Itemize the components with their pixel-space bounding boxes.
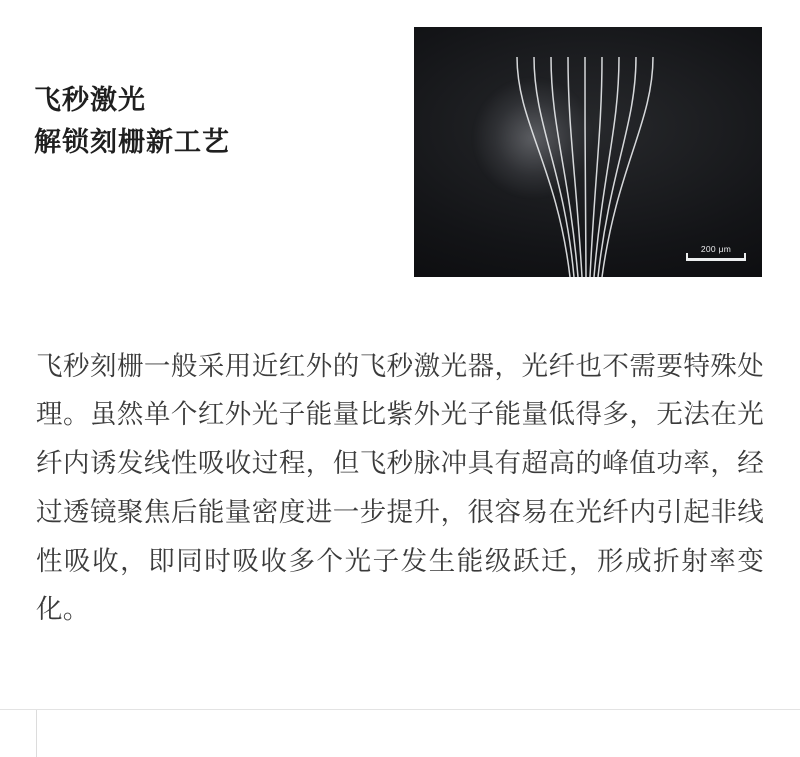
title-line-2: 解锁刻栅新工艺 — [34, 126, 230, 157]
header-section — [0, 0, 800, 285]
footer-vertical-rule — [36, 710, 37, 757]
body-paragraph: 飞秒刻栅一般采用近红外的飞秒激光器，光纤也不需要特殊处理。虽然单个红外光子能量比紫外光子能量低得多，无法在光纤内诱发线性吸收过程，但飞秒脉冲具有超高的峰值功率，经过透镜聚焦后能量密度进一步提升，很容易在光纤内引起非线性吸收，即同时吸收多个光子发生能级跃迁，形成折射率变化。 — [36, 350, 764, 625]
scale-bar-line — [686, 258, 746, 261]
scale-bar — [686, 244, 746, 261]
fiber-bundle-icon — [414, 27, 762, 277]
body-section — [36, 315, 764, 661]
page-title — [34, 80, 230, 164]
scale-bar-label: 200 μm — [700, 244, 732, 254]
footer-divider — [0, 709, 800, 710]
micrograph-figure — [414, 27, 762, 277]
title-line-1: 飞秒激光 — [34, 85, 146, 115]
